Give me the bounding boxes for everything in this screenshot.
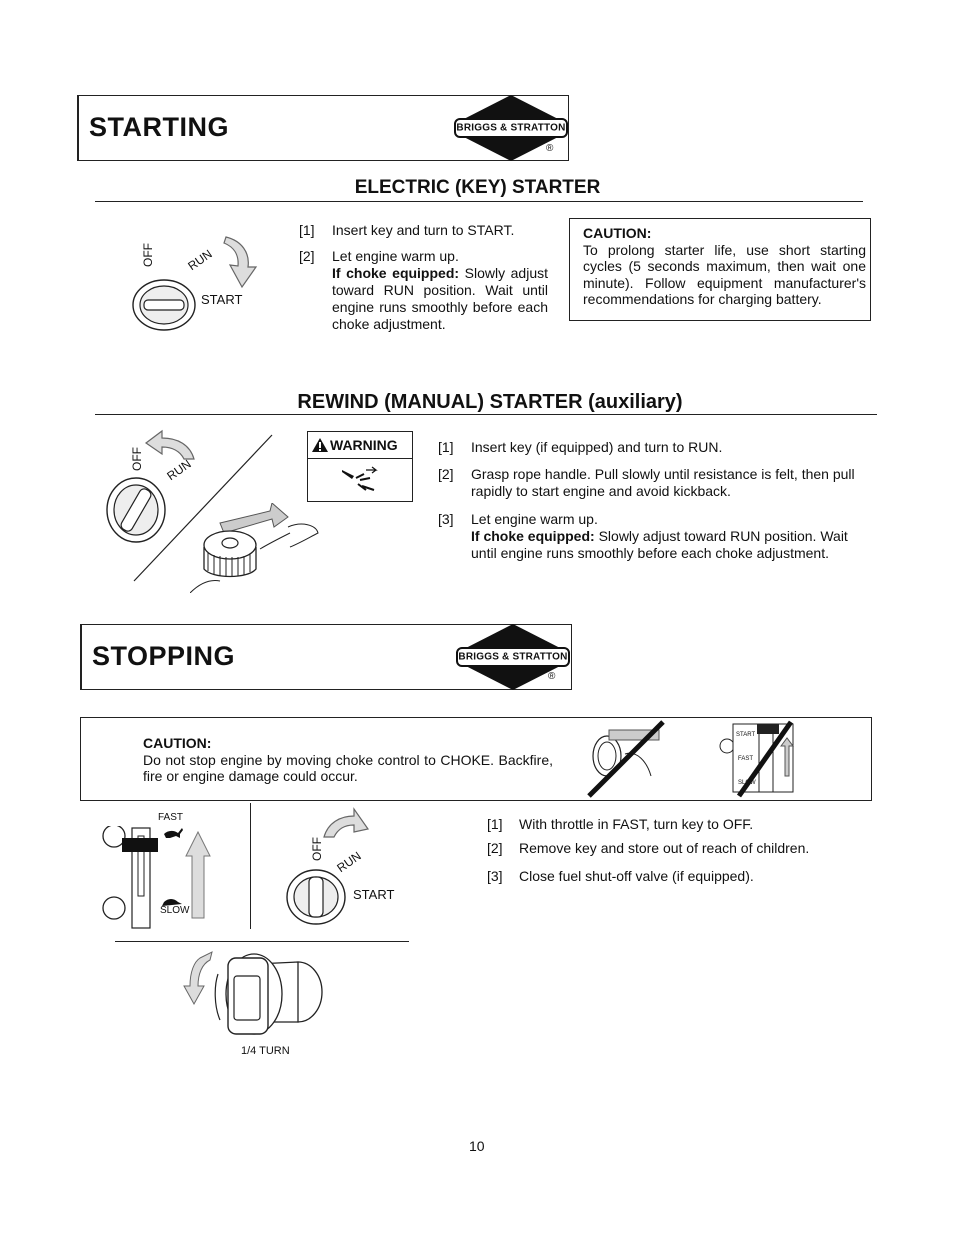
starting-title: STARTING <box>89 112 229 142</box>
fast-label: FAST <box>158 812 184 823</box>
warning-label: WARNING <box>330 437 398 453</box>
stopping-caution-box <box>80 717 872 801</box>
run-label: RUN <box>185 246 215 274</box>
registered-mark: ® <box>546 143 554 154</box>
step-bold-label: If choke equipped: <box>332 265 460 281</box>
step-number: [2] <box>299 248 315 264</box>
registered-mark: ® <box>548 671 556 682</box>
step-text: Insert key (if equipped) and turn to RUN. <box>471 439 723 455</box>
electric-caution-box <box>569 218 871 321</box>
electric-starter-title: ELECTRIC (KEY) STARTER <box>354 177 601 198</box>
illustration-underline <box>115 941 409 942</box>
step-number: [2] <box>487 840 503 856</box>
warning-triangle-icon <box>311 437 329 453</box>
warning-box <box>307 431 413 502</box>
rewind-illustration <box>100 425 340 595</box>
stopping-step-3 <box>487 868 867 886</box>
electric-step-1 <box>299 222 549 240</box>
step-number: [3] <box>487 868 503 884</box>
rewind-starter-title: REWIND (MANUAL) STARTER (auxiliary) <box>297 391 683 413</box>
step-text: Grasp rope handle. Pull slowly until resistance is felt, then pull rapidly to start engine and avoid kickback. <box>471 466 855 499</box>
key-switch-illustration <box>125 225 285 335</box>
page-number: 10 <box>469 1138 485 1154</box>
kickback-hazard-icon <box>340 466 382 496</box>
run-label: RUN <box>164 456 194 484</box>
step-number: [1] <box>438 439 454 455</box>
logo-text: BRIGGS & STRATTON <box>458 651 568 663</box>
throttle-illustration <box>100 810 230 935</box>
step-number: [1] <box>487 816 503 832</box>
step-text: Close fuel shut-off valve (if equipped). <box>519 868 754 884</box>
choke-no-icon <box>585 720 695 798</box>
step-bold-label: If choke equipped: <box>471 528 595 544</box>
step-number: [1] <box>299 222 315 238</box>
electric-title-rule <box>95 201 863 202</box>
rewind-step-3 <box>438 511 868 565</box>
recoil-starter-icon <box>190 503 340 593</box>
panel-start-label: START <box>736 732 756 738</box>
turn-arrow-icon <box>220 233 260 293</box>
rewind-step-1 <box>438 439 868 457</box>
slow-label: SLOW <box>160 905 190 916</box>
step-text: Insert key and turn to START. <box>332 222 515 238</box>
off-label: OFF <box>130 447 144 471</box>
step-text-rest: Slowly adjust toward RUN position. Wait until engine runs smoothly before each choke adjustment. <box>332 265 549 332</box>
step-text: With throttle in FAST, turn key to OFF. <box>519 816 754 832</box>
stop-key-illustration <box>280 805 410 930</box>
caution-heading: CAUTION: <box>143 735 212 751</box>
rewind-title-rule <box>95 414 877 415</box>
quarter-turn-label: 1/4 TURN <box>241 1045 290 1057</box>
vertical-divider <box>250 803 251 929</box>
run-label: RUN <box>334 848 364 876</box>
stopping-title: STOPPING <box>92 641 236 671</box>
start-label: START <box>201 292 243 307</box>
step-text: Let engine warm up. <box>332 248 459 264</box>
caution-heading: CAUTION: <box>583 225 652 241</box>
ignition-switch-icon <box>284 867 348 927</box>
ignition-switch-icon <box>130 277 200 333</box>
off-label: OFF <box>310 837 324 861</box>
step-number: [2] <box>438 466 454 482</box>
step-number: [3] <box>438 511 454 527</box>
step-text: Let engine warm up. <box>471 511 598 527</box>
start-label: START <box>353 887 395 902</box>
caution-text: To prolong starter life, use short starting cycles (5 seconds maximum, then wait one minute). Follow equipment manufacturer's recommendations for charging battery. <box>583 241 866 307</box>
off-label: OFF <box>141 243 155 267</box>
fuel-valve-icon <box>176 950 326 1040</box>
step-text: Remove key and store out of reach of children. <box>519 840 810 856</box>
logo-text: BRIGGS & STRATTON <box>456 122 566 134</box>
turn-arrow-icon <box>318 805 373 845</box>
panel-slow-label: SLOW <box>738 780 756 786</box>
stopping-step-2 <box>487 840 867 858</box>
electric-step-2 <box>299 248 551 338</box>
rewind-step-2 <box>438 466 868 502</box>
caution-text: Do not stop engine by moving choke control to CHOKE. Backfire, fire or engine damage could occur. <box>143 751 553 784</box>
panel-fast-label: FAST <box>738 756 754 762</box>
step-text-rest: Slowly adjust toward RUN position. Wait until engine runs smoothly before each choke adjustment. <box>471 528 848 561</box>
throttle-no-icon <box>717 720 807 798</box>
stopping-step-1 <box>487 816 867 834</box>
